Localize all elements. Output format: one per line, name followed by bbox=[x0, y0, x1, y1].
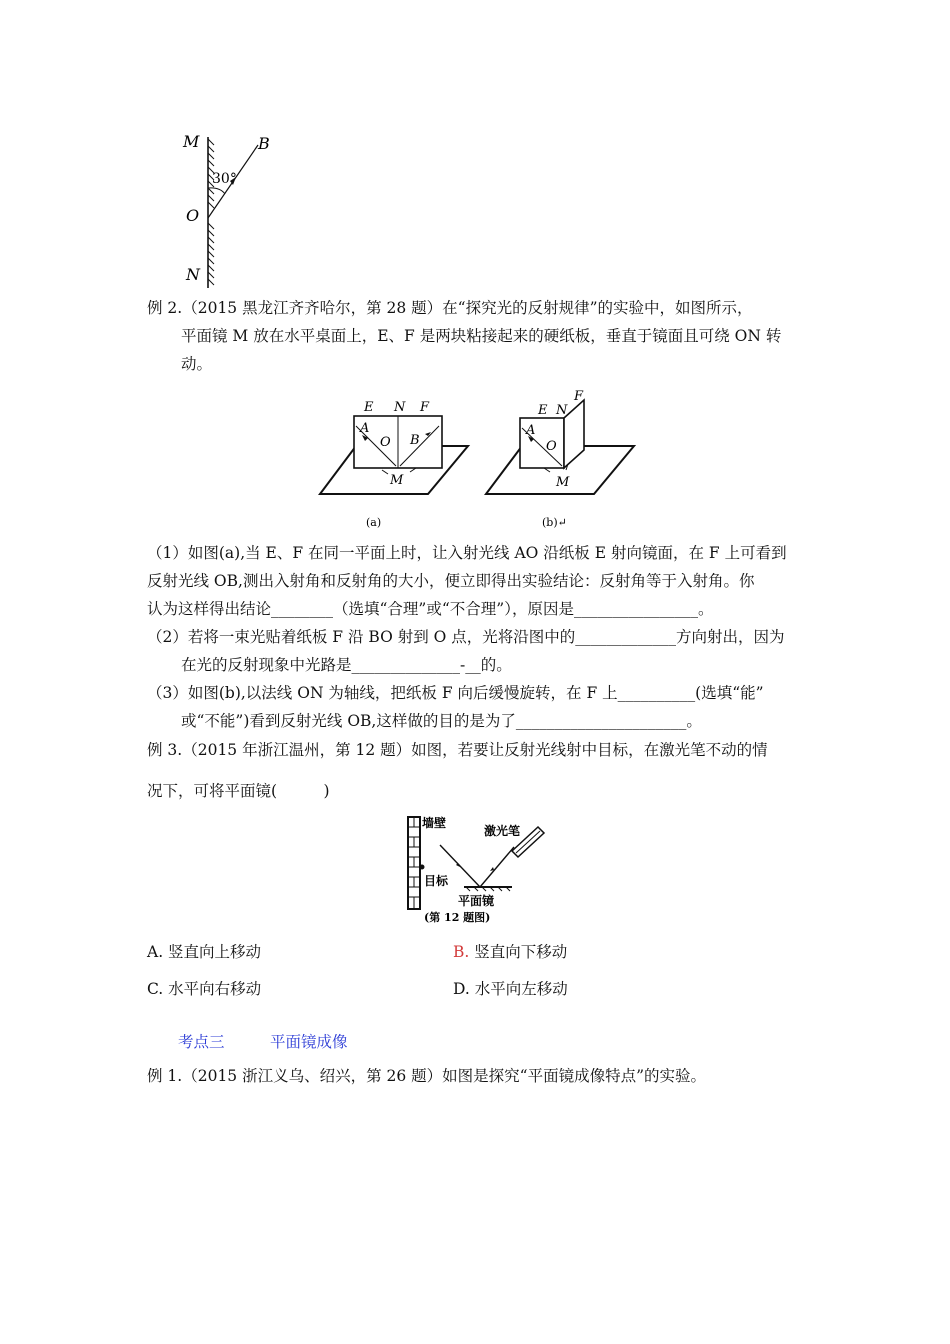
label-laser: 激光笔 bbox=[484, 824, 521, 838]
a-label-o: O bbox=[380, 435, 391, 450]
option-a: A. 竖直向上移动 bbox=[147, 943, 262, 961]
b-label-m: M bbox=[556, 475, 570, 490]
q1-line2: 反射光线 OB,测出入射角和反射角的大小，便立即得出实验结论：反射角等于入射角。你 bbox=[147, 572, 755, 590]
a-label-b: B bbox=[410, 433, 420, 448]
b-label-e: E bbox=[538, 403, 548, 418]
ex2-line1: 例 2.（2015 黑龙江齐齐哈尔，第 28 题）在“探究光的反射规律”的实验中，如图所示， bbox=[147, 299, 753, 317]
q2-line2: 在光的反射现象中光路是______________-__的。 bbox=[181, 656, 512, 674]
label-mirror: 平面镜 bbox=[458, 894, 495, 908]
label-b: B bbox=[258, 134, 270, 153]
figure-laser-mirror bbox=[402, 813, 552, 925]
q1-line3: 认为这样得出结论________（选填“合理”或“不合理”），原因是________________。 bbox=[147, 600, 714, 618]
a-label-f: F bbox=[420, 400, 430, 415]
label-n: N bbox=[186, 265, 200, 284]
figure-reflection-b bbox=[484, 388, 644, 531]
option-b-letter: B. bbox=[453, 943, 470, 961]
a-label-n: N bbox=[394, 400, 406, 415]
q1-line1: （1）如图(a),当 E、F 在同一平面上时，让入射光线 AO 沿纸板 E 射向镜面，在 F 上可看到 bbox=[147, 544, 787, 562]
label-m: M bbox=[183, 132, 200, 151]
ex2-line2: 平面镜 M 放在水平桌面上，E、F 是两块粘接起来的硬纸板，垂直于镜面且可绕 ON 转 bbox=[181, 327, 782, 345]
option-b bbox=[453, 942, 567, 962]
b-label-f: F bbox=[574, 389, 584, 404]
section-label: 考点三 bbox=[178, 1033, 225, 1051]
a-label-a: A bbox=[360, 421, 370, 436]
q3-line1: （3）如图(b),以法线 ON 为轴线，把纸板 F 向后缓慢旋转，在 F 上__________(选填“能” bbox=[147, 684, 764, 702]
a-label-e: E bbox=[364, 400, 374, 415]
b-label-a: A bbox=[526, 423, 536, 438]
label-o: O bbox=[186, 206, 200, 225]
ex3-line1: 例 3.（2015 年浙江温州，第 12 题）如图，若要让反射光线射中目标，在激光笔不动的情 bbox=[147, 741, 768, 759]
b-label-o: O bbox=[546, 439, 557, 454]
ex3-line2: 况下，可将平面镜( ) bbox=[147, 782, 330, 800]
figure-reflection-a bbox=[318, 396, 478, 531]
b-label-n: N bbox=[556, 403, 568, 418]
a-caption: (a) bbox=[366, 516, 382, 529]
section-title: 平面镜成像 bbox=[270, 1033, 348, 1051]
option-b-text: 竖直向下移动 bbox=[469, 943, 568, 961]
ex1-line1: 例 1.（2015 浙江义乌、绍兴，第 26 题）如图是探究“平面镜成像特点”的实验。 bbox=[147, 1067, 707, 1085]
a-label-m: M bbox=[390, 473, 404, 488]
b-caption: (b)↵ bbox=[542, 516, 567, 529]
label-target: 目标 bbox=[424, 874, 449, 888]
label-angle: 30° bbox=[212, 171, 237, 187]
option-c: C. 水平向右移动 bbox=[147, 980, 262, 998]
figure-mirror-angle bbox=[170, 125, 290, 295]
q2-line1: （2）若将一束光贴着纸板 F 沿 BO 射到 O 点，光将沿图中的_____________方向射出，因为 bbox=[147, 628, 785, 646]
q3-line2: 或“不能”)看到反射光线 OB,这样做的目的是为了______________________。 bbox=[181, 712, 702, 730]
figure-caption: (第 12 题图) bbox=[424, 911, 491, 924]
option-d: D. 水平向左移动 bbox=[453, 980, 568, 998]
ex2-line3: 动。 bbox=[181, 355, 213, 373]
label-wall: 墙壁 bbox=[422, 816, 447, 830]
